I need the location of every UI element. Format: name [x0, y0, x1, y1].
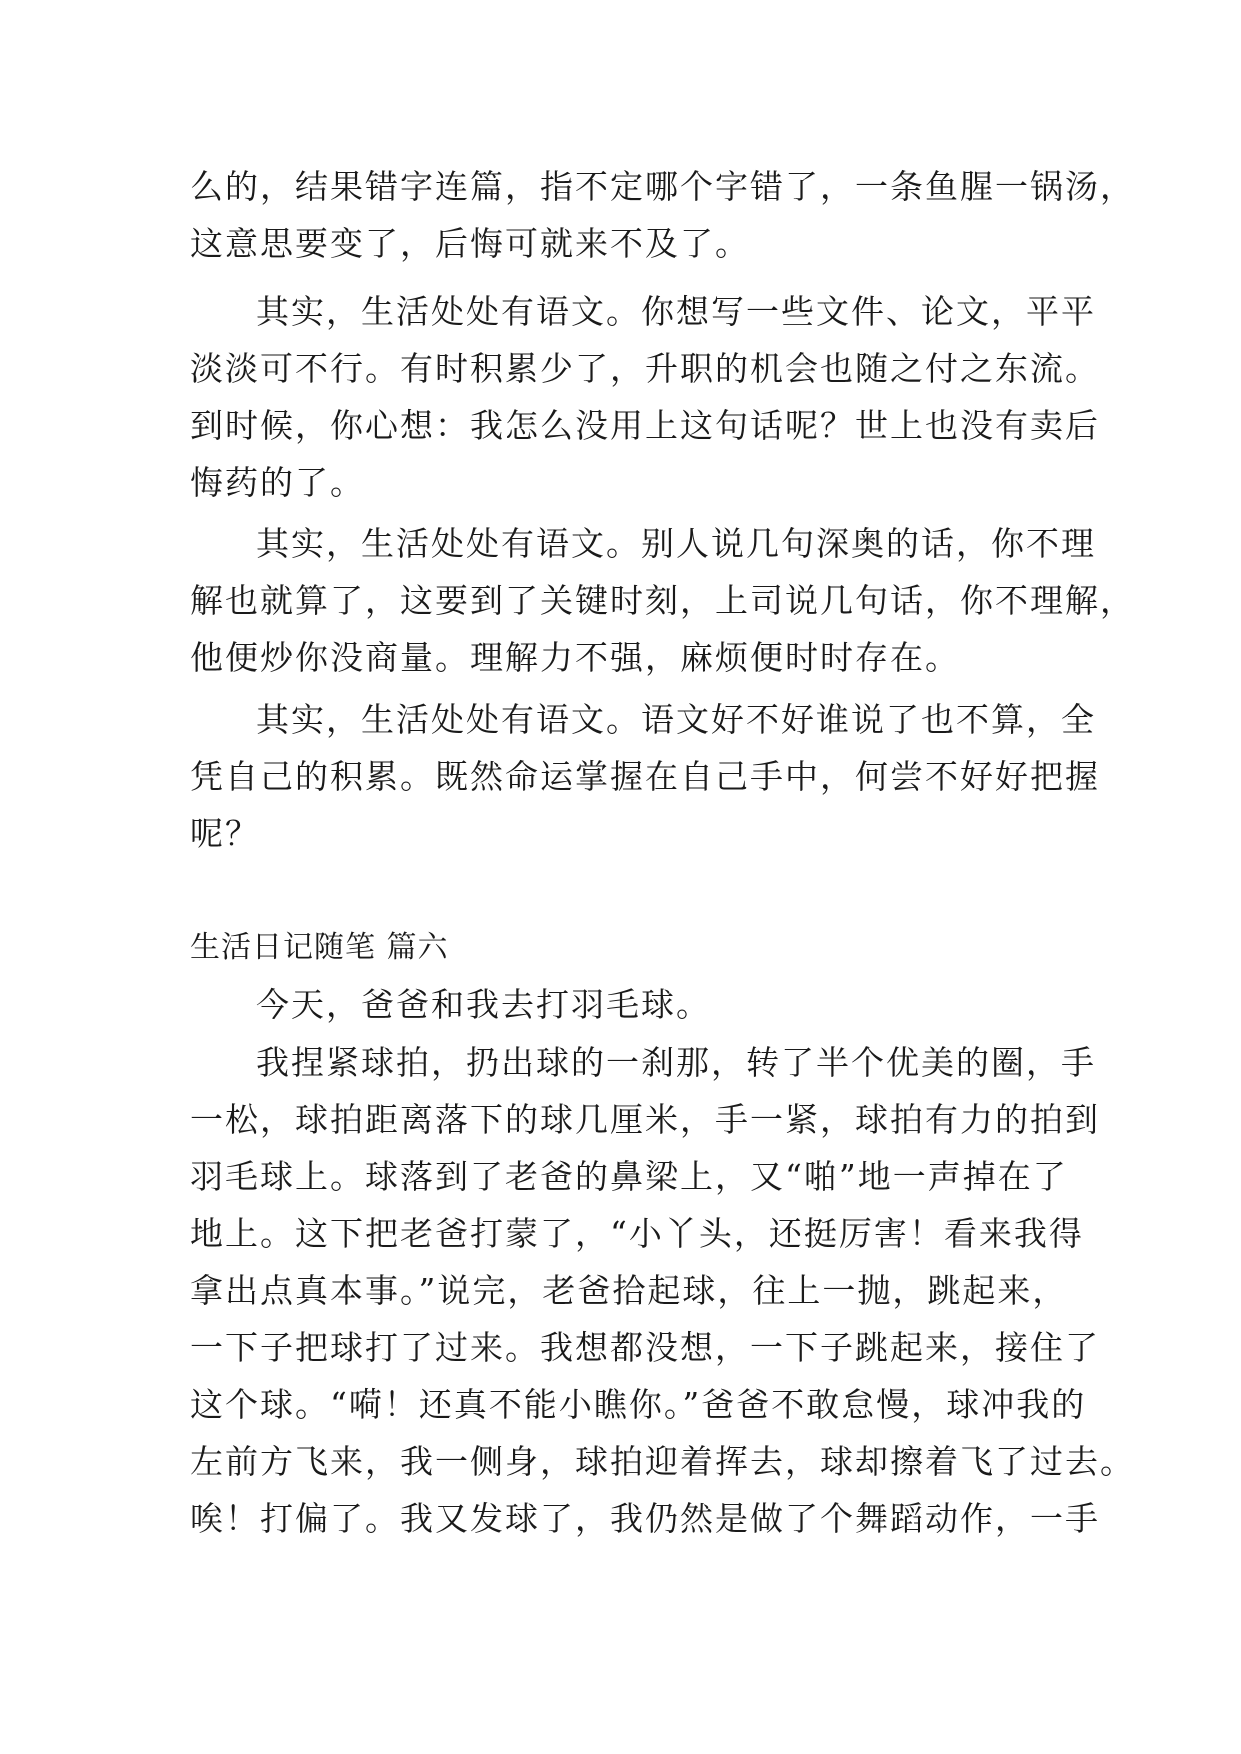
paragraph-first-line: 其实，生活处处有语文。你想写一些文件、论文，平平 [256, 292, 1096, 331]
paragraph-first-line: 今天，爸爸和我去打羽毛球。 [256, 985, 711, 1024]
text-line: 呢？ [190, 814, 260, 853]
paragraph-first-line: 其实，生活处处有语文。语文好不好谁说了也不算，全 [256, 700, 1096, 739]
text-line: 解也就算了，这要到了关键时刻，上司说几句话，你不理解， [190, 581, 1135, 620]
text-line: 这个球。“嗬！还真不能小瞧你。”爸爸不敢怠慢，球冲我的 [190, 1385, 1087, 1424]
section-heading: 生活日记随笔 篇六 [190, 930, 449, 965]
text-line: 淡淡可不行。有时积累少了，升职的机会也随之付之东流。 [190, 349, 1100, 388]
text-line: 一松，球拍距离落下的球几厘米，手一紧，球拍有力的拍到 [190, 1100, 1100, 1139]
text-line: 羽毛球上。球落到了老爸的鼻梁上，又“啪”地一声掉在了 [190, 1157, 1068, 1196]
paragraph-first-line: 我捏紧球拍，扔出球的一刹那，转了半个优美的圈，手 [256, 1043, 1096, 1082]
text-line: 到时候，你心想：我怎么没用上这句话呢？世上也没有卖后 [190, 406, 1100, 445]
text-line: 拿出点真本事。”说完，老爸拾起球，往上一抛，跳起来， [190, 1271, 1068, 1310]
text-line: 左前方飞来，我一侧身，球拍迎着挥去，球却擦着飞了过去。 [190, 1442, 1135, 1481]
text-line: 悔药的了。 [190, 463, 365, 502]
text-line: 他便炒你没商量。理解力不强，麻烦便时时存在。 [190, 638, 960, 677]
text-line: 么的，结果错字连篇，指不定哪个字错了，一条鱼腥一锅汤， [190, 167, 1135, 206]
text-line: 这意思要变了，后悔可就来不及了。 [190, 224, 750, 263]
paragraph-first-line: 其实，生活处处有语文。别人说几句深奥的话，你不理 [256, 524, 1096, 563]
text-line: 地上。这下把老爸打蒙了，“小丫头，还挺厉害！看来我得 [190, 1214, 1084, 1253]
text-line: 一下子把球打了过来。我想都没想，一下子跳起来，接住了 [190, 1328, 1100, 1367]
text-line: 凭自己的积累。既然命运掌握在自己手中，何尝不好好把握 [190, 757, 1100, 796]
text-line: 唉！打偏了。我又发球了，我仍然是做了个舞蹈动作，一手 [190, 1499, 1100, 1538]
